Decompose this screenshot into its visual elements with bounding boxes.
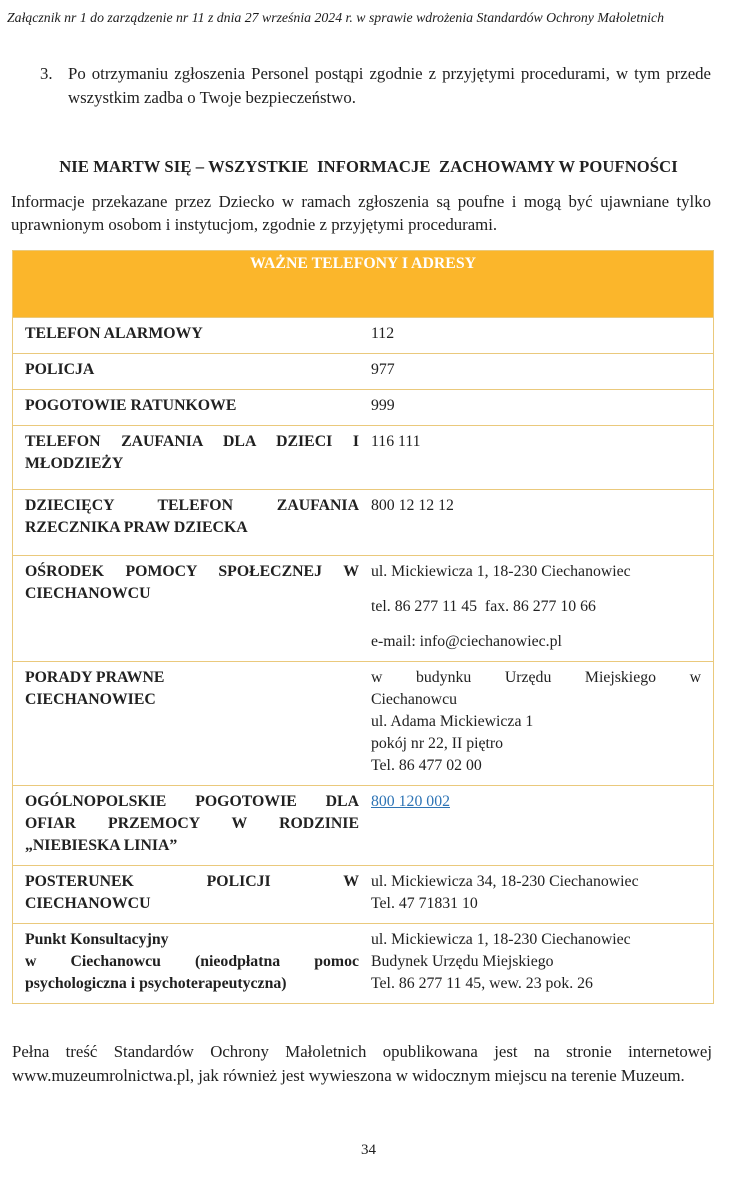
entry-name-line: TELEFON ALARMOWY <box>25 325 203 343</box>
page-number: 34 <box>361 1141 376 1158</box>
entry-name-line: POLICJA <box>25 361 95 379</box>
table-row-posterunek-policji <box>13 865 713 923</box>
entry-contact-cell <box>371 786 713 865</box>
entry-contact-line <box>371 791 701 813</box>
table-row-porady-prawne <box>13 661 713 785</box>
phone-link[interactable]: 800 120 002 <box>371 793 450 811</box>
entry-name-cell <box>13 924 371 1003</box>
footer-paragraph: Pełna treść Standardów Ochrony Małoletnich opublikowana jest na stronie internetowej www.muzeumrolnictwa.pl, jak również jest wywieszona w widocznym miejscu na terenie Muzeum. <box>12 1042 712 1086</box>
entry-contact-cell <box>371 490 713 555</box>
table-row-punkt-konsultacyjny <box>13 923 713 1003</box>
table-row-pogotowie-ratunkowe <box>13 389 713 425</box>
entry-contact-line: 116 111 <box>371 433 421 451</box>
table-row-telefon-alarmowy <box>13 317 713 353</box>
entry-name-line: PORADY PRAWNE <box>25 669 165 687</box>
entry-contact-cell <box>371 556 713 661</box>
confidentiality-paragraph: Informacje przekazane przez Dziecko w ramach zgłoszenia są poufne i mogą być ujawniane tylko uprawnionym osobom i instytucjom, zgodnie z przyjętymi procedurami. <box>11 191 711 235</box>
entry-contact-line: ul. Mickiewicza 1, 18-230 Ciechanowiec <box>371 931 631 949</box>
table-row-osrodek-pomocy <box>13 555 713 661</box>
entry-name-line: MŁODZIEŻY <box>25 455 124 473</box>
entry-contact-line: 112 <box>371 325 395 343</box>
entry-contact-line: w budynku Urzędu Miejskiego w <box>371 669 701 687</box>
entry-name-cell <box>13 662 371 785</box>
entry-contact-cell <box>371 318 713 353</box>
entry-contact-line: Ciechanowcu <box>371 691 457 709</box>
entry-name-cell <box>13 390 371 425</box>
entry-name-cell <box>13 556 371 661</box>
list-item-text: Po otrzymaniu zgłoszenia Personel postąpi zgodnie z przyjętymi procedurami, w tym przede wszystkim zadba o Twoje bezpieczeństwo. <box>68 63 711 107</box>
entry-contact-line: Tel. 47 71831 10 <box>371 895 478 913</box>
table-title: WAŻNE TELEFONY I ADRESY <box>13 251 713 317</box>
entry-name-line: TELEFON ZAUFANIA DLA DZIECI I <box>25 433 359 451</box>
entry-name-line: „NIEBIESKA LINIA” <box>25 837 178 855</box>
entry-name-line: POGOTOWIE RATUNKOWE <box>25 397 237 415</box>
entry-name-line: CIECHANOWCU <box>25 895 151 913</box>
entry-name-line: POSTERUNEK POLICJI W <box>25 873 359 891</box>
table-row-telefon-zaufania-dzieci <box>13 425 713 489</box>
list-item-number: 3. <box>40 63 53 83</box>
entry-name-line: CIECHANOWIEC <box>25 691 156 709</box>
entry-name-line: OFIAR PRZEMOCY W RODZINIE <box>25 815 359 833</box>
attachment-note: Załącznik nr 1 do zarządzenie nr 11 z dnia 27 września 2024 r. w sprawie wdrożenia Standardów Ochrony Małoletnich <box>7 10 665 25</box>
entry-contact-cell <box>371 866 713 923</box>
entry-name-cell <box>13 490 371 555</box>
entry-contact-line: tel. 86 277 11 45 fax. 86 277 10 66 <box>371 598 596 616</box>
entry-name-cell <box>13 318 371 353</box>
entry-name-line: OGÓLNOPOLSKIE POGOTOWIE DLA <box>25 793 359 811</box>
entry-name-cell <box>13 786 371 865</box>
entry-name-line: RZECZNIKA PRAW DZIECKA <box>25 519 248 537</box>
confidentiality-heading: NIE MARTW SIĘ – WSZYSTKIE INFORMACJE ZACHOWAMY W POUFNOŚCI <box>59 156 678 176</box>
entry-contact-cell <box>371 426 713 489</box>
entry-contact-line: Tel. 86 277 11 45, wew. 23 pok. 26 <box>371 975 593 993</box>
list-item-3 <box>40 62 711 110</box>
entry-contact-line: ul. Mickiewicza 1, 18-230 Ciechanowiec <box>371 563 631 581</box>
entry-name-line: psychologiczna i psychoterapeutyczna) <box>25 975 287 993</box>
entry-contact-line: 977 <box>371 361 395 379</box>
entry-name-line: DZIECIĘCY TELEFON ZAUFANIA <box>25 497 359 515</box>
entry-contact-line: Tel. 86 477 02 00 <box>371 757 482 775</box>
entry-contact-cell <box>371 924 713 1003</box>
entry-contact-line: pokój nr 22, II piętro <box>371 735 504 753</box>
entry-name-line: OŚRODEK POMOCY SPOŁECZNEJ W <box>25 563 359 581</box>
entry-name-cell <box>13 426 371 489</box>
entry-contact-line: ul. Adama Mickiewicza 1 <box>371 713 534 731</box>
entry-contact-cell <box>371 354 713 389</box>
entry-contact-line: 800 12 12 12 <box>371 497 454 515</box>
table-row-niebieska-linia <box>13 785 713 865</box>
entry-name-line: w Ciechanowcu (nieodpłatna pomoc <box>25 953 359 971</box>
table-row-dzieciecy-telefon-zaufania <box>13 489 713 555</box>
entry-name-cell <box>13 866 371 923</box>
entry-contact-cell <box>371 390 713 425</box>
contacts-table <box>12 250 714 1004</box>
entry-contact-line: e-mail: info@ciechanowiec.pl <box>371 633 562 651</box>
entry-name-cell <box>13 354 371 389</box>
entry-name-line: Punkt Konsultacyjny <box>25 931 169 949</box>
table-row-policja <box>13 353 713 389</box>
entry-name-line: CIECHANOWCU <box>25 585 151 603</box>
entry-contact-cell <box>371 662 713 785</box>
entry-contact-line: 999 <box>371 397 395 415</box>
entry-contact-line: Budynek Urzędu Miejskiego <box>371 953 554 971</box>
entry-contact-line: ul. Mickiewicza 34, 18-230 Ciechanowiec <box>371 873 639 891</box>
